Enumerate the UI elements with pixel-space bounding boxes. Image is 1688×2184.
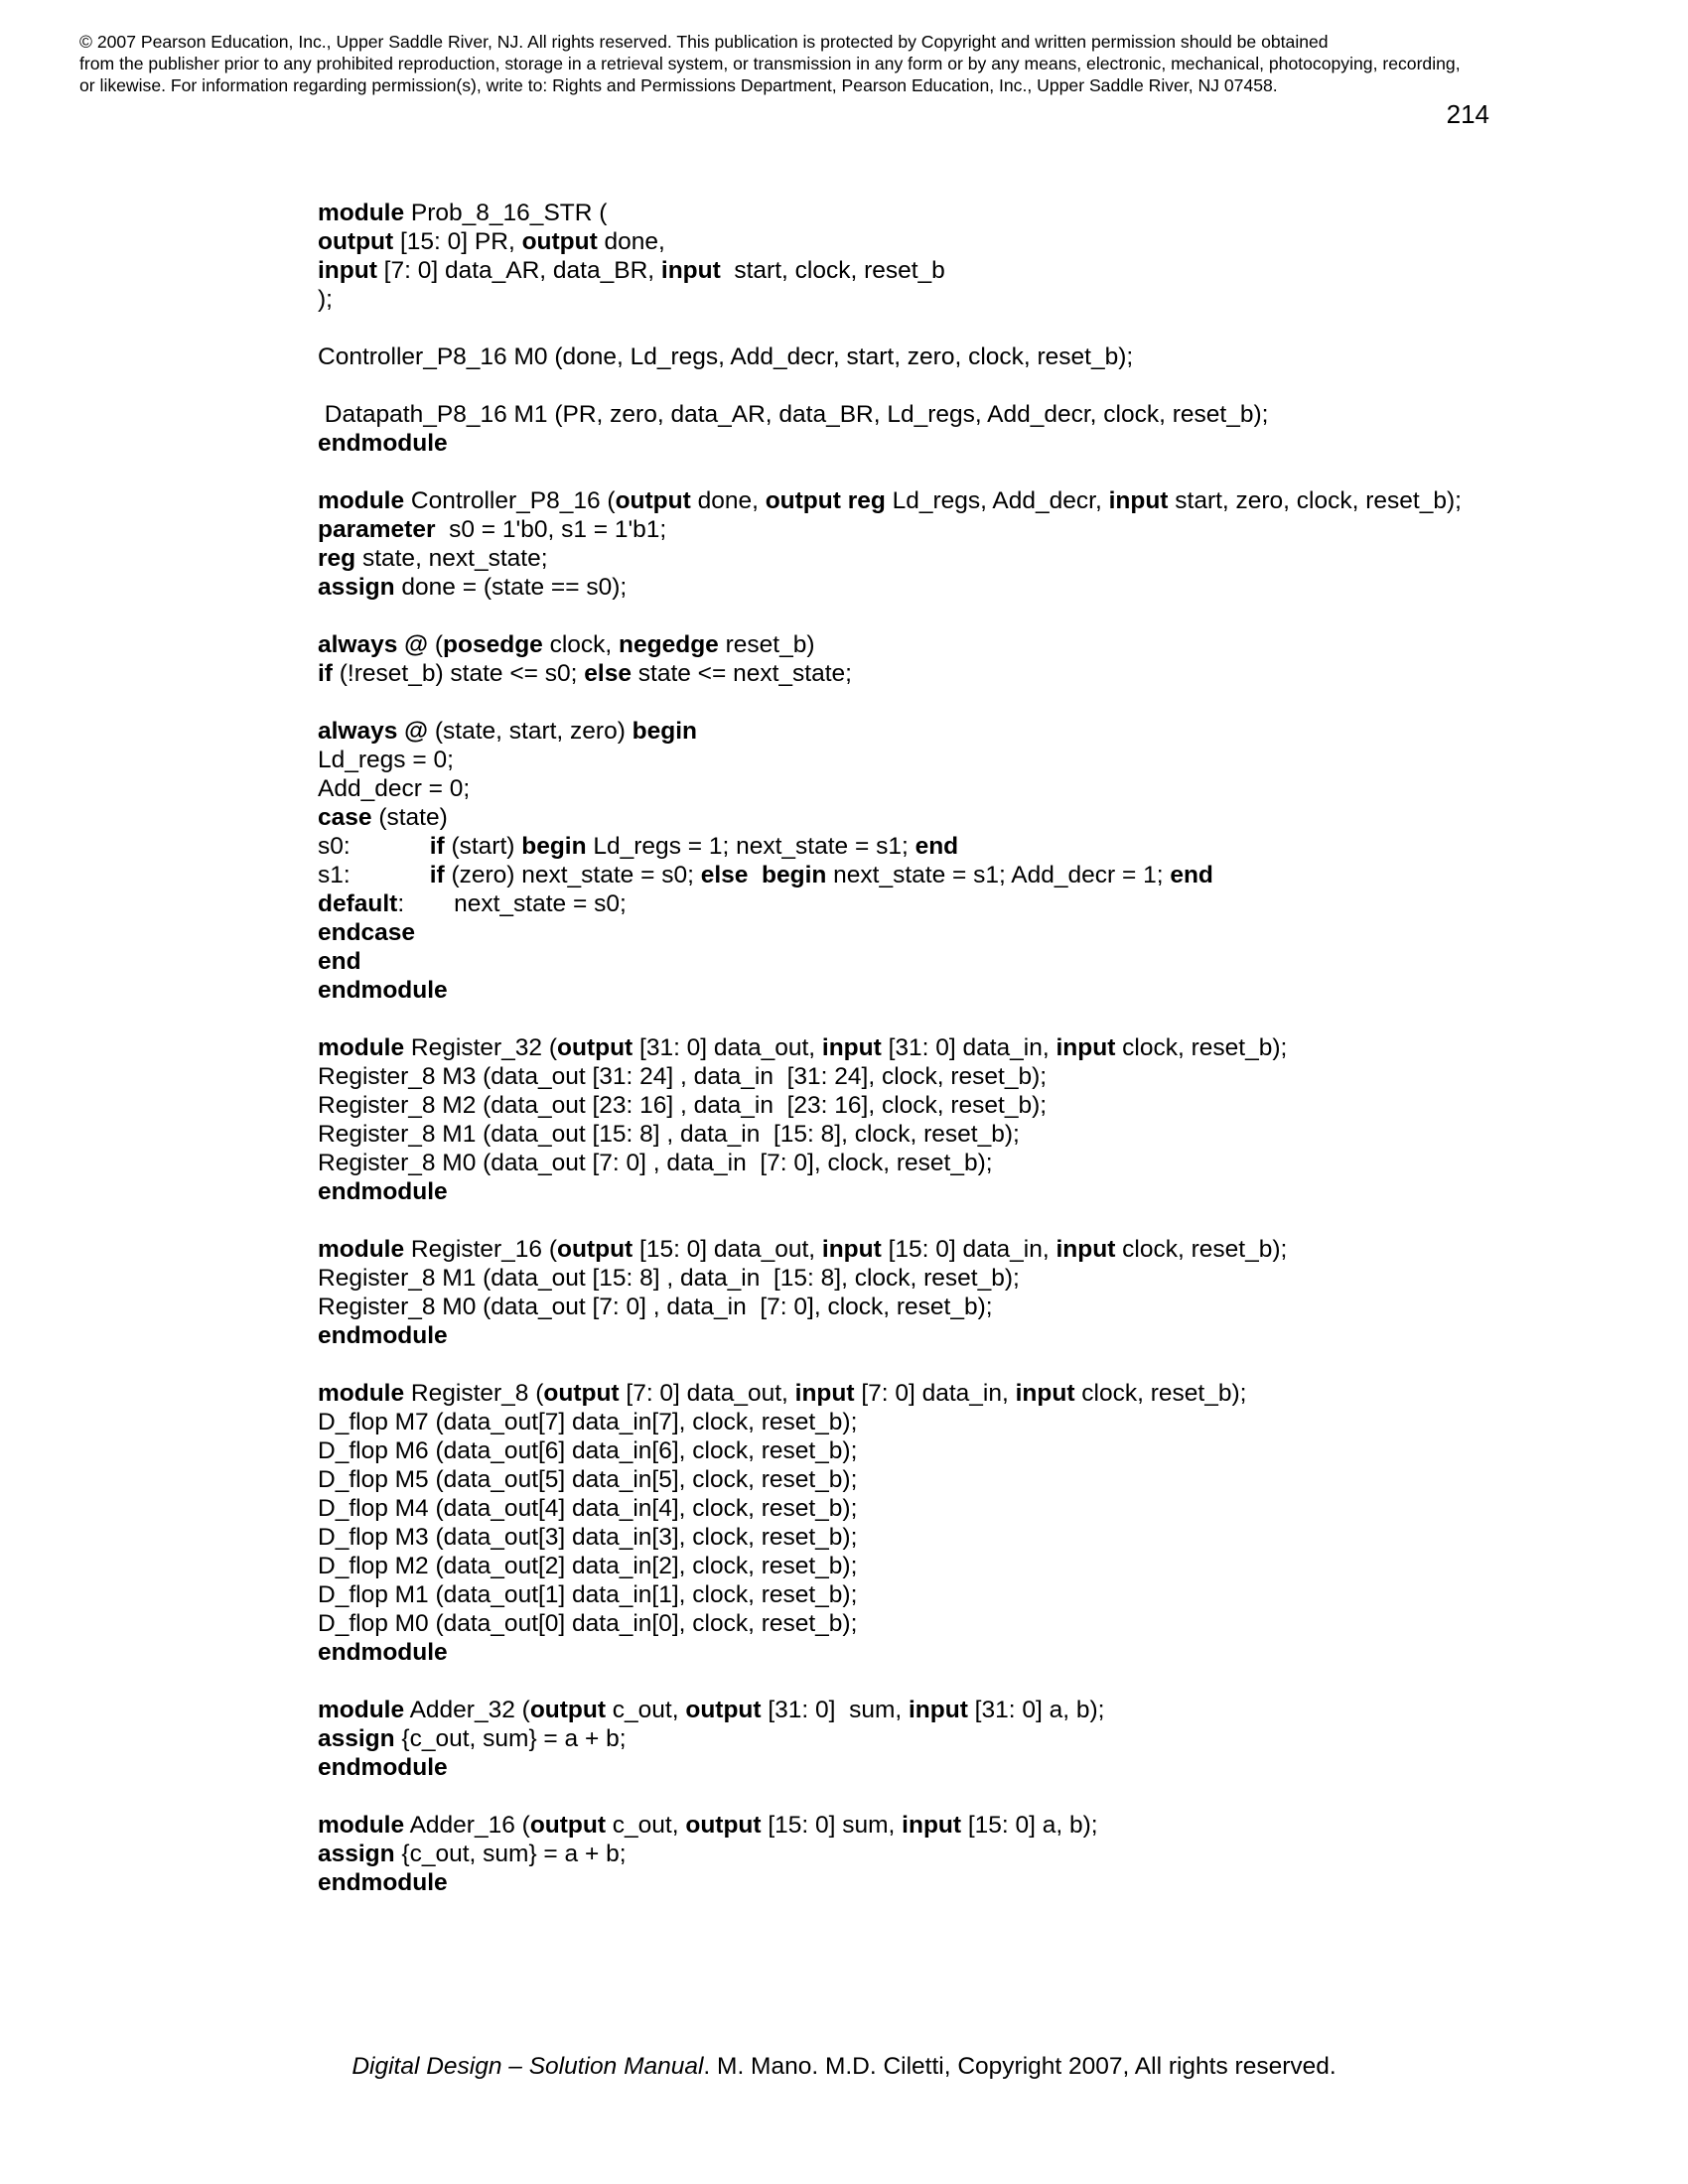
code-keyword: if (429, 833, 445, 860)
code-keyword: if (318, 660, 333, 687)
code-text: Controller_P8_16 ( (404, 487, 616, 514)
code-line (318, 486, 1648, 515)
code-text: c_out, (606, 1812, 686, 1839)
code-keyword: input (821, 1236, 882, 1263)
code-text: D_flop M7 (data_out[7] data_in[7], clock, reset_b); (318, 1409, 858, 1435)
code-keyword: module (318, 1380, 405, 1407)
code-keyword: always @ (318, 718, 429, 745)
code-line (318, 1033, 1648, 1062)
code-line (318, 256, 1648, 285)
code-text: start, zero, clock, reset_b); (1168, 487, 1462, 514)
code-keyword: output reg (765, 487, 886, 514)
code-line (318, 947, 1648, 976)
code-keyword: begin (762, 862, 827, 888)
code-keyword: reg (318, 545, 356, 572)
code-keyword: assign (318, 1725, 395, 1752)
code-text: clock, reset_b); (1074, 1380, 1247, 1407)
code-line (318, 889, 1648, 918)
code-keyword: output (318, 228, 394, 255)
code-keyword: module (318, 1034, 405, 1061)
code-text: Add_decr = 0; (318, 775, 471, 802)
code-keyword: begin (632, 718, 698, 745)
code-line (318, 1206, 1648, 1235)
code-line (318, 1293, 1648, 1321)
code-text: Controller_P8_16 M0 (done, Ld_regs, Add_decr, start, zero, clock, reset_b); (318, 343, 1134, 370)
copyright-notice (79, 31, 1648, 96)
code-keyword: output (557, 1236, 633, 1263)
code-keyword: parameter (318, 516, 436, 543)
code-text: Adder_32 ( (404, 1697, 530, 1723)
code-line (318, 1350, 1648, 1379)
code-line (318, 227, 1648, 256)
code-text: [31: 0] a, b); (967, 1697, 1105, 1723)
code-line (318, 1379, 1648, 1408)
code-line (318, 1523, 1648, 1552)
code-keyword: assign (318, 1841, 395, 1867)
code-line (318, 1494, 1648, 1523)
code-keyword: endmodule (318, 977, 448, 1004)
code-keyword: endmodule (318, 1754, 448, 1781)
code-text: start, clock, reset_b (720, 257, 945, 284)
code-text: next_state = s0; (454, 890, 627, 917)
code-keyword: output (615, 487, 691, 514)
code-text: done, (690, 487, 766, 514)
code-line (318, 1408, 1648, 1436)
code-line (318, 371, 1648, 400)
code-line (318, 659, 1648, 688)
code-keyword: endmodule (318, 430, 448, 457)
code-line (318, 429, 1648, 458)
footer-credits: . M. Mano. M.D. Ciletti, Copyright 2007, All rights reserved. (703, 2053, 1336, 2080)
copyright-line: from the publisher prior to any prohibited reproduction, storage in a retrieval system, or transmission in any form or by any means, electronic, mechanical, photocopying, recording, (79, 54, 1461, 73)
code-keyword: input (908, 1697, 968, 1723)
code-text: : (397, 890, 405, 917)
code-text: c_out, (606, 1697, 686, 1723)
code-keyword: output (529, 1697, 606, 1723)
code-line (318, 1062, 1648, 1091)
code-line (318, 1005, 1648, 1033)
code-text: Register_8 M2 (data_out [23: 16] , data_in [23: 16], clock, reset_b); (318, 1092, 1048, 1119)
code-text: state, next_state; (355, 545, 548, 572)
code-line (318, 1609, 1648, 1638)
code-text: done, (597, 228, 665, 255)
code-keyword: endcase (318, 919, 416, 946)
code-text: [31: 0] data_in, (881, 1034, 1056, 1061)
code-keyword: end (1170, 862, 1213, 888)
code-text: Register_8 M3 (data_out [31: 24] , data_in [31: 24], clock, reset_b); (318, 1063, 1048, 1090)
code-text: Ld_regs = 0; (318, 747, 454, 773)
code-text: (state, start, zero) (428, 718, 633, 745)
code-keyword: output (557, 1034, 633, 1061)
code-keyword: input (318, 257, 377, 284)
code-keyword: input (794, 1380, 855, 1407)
code-line (318, 1149, 1648, 1177)
code-keyword: end (914, 833, 959, 860)
code-text: [31: 0] data_out, (633, 1034, 822, 1061)
code-text: Register_8 M0 (data_out [7: 0] , data_in [7: 0], clock, reset_b); (318, 1150, 993, 1176)
code-line (318, 1724, 1648, 1753)
code-keyword: begin (521, 833, 587, 860)
code-text: clock, (542, 631, 620, 658)
code-text: [15: 0] data_in, (881, 1236, 1056, 1263)
code-line (318, 1696, 1648, 1724)
code-line (318, 573, 1648, 602)
code-line (318, 458, 1648, 486)
code-text: s0: (318, 833, 351, 860)
code-line (318, 746, 1648, 774)
code-line (318, 717, 1648, 746)
code-text: D_flop M5 (data_out[5] data_in[5], clock, reset_b); (318, 1466, 858, 1493)
code-keyword: input (1055, 1034, 1116, 1061)
code-keyword: assign (318, 574, 395, 601)
code-line (318, 342, 1648, 371)
code-line (318, 1811, 1648, 1840)
code-text: [15: 0] data_out, (633, 1236, 822, 1263)
code-text: Adder_16 ( (404, 1812, 530, 1839)
code-text: [31: 0] sum, (761, 1697, 909, 1723)
code-text: Register_8 M1 (data_out [15: 8] , data_in [15: 8], clock, reset_b); (318, 1265, 1020, 1292)
code-text: Register_16 ( (404, 1236, 558, 1263)
code-line (318, 1436, 1648, 1465)
code-text: Register_8 M1 (data_out [15: 8] , data_in [15: 8], clock, reset_b); (318, 1121, 1020, 1148)
code-line (318, 1580, 1648, 1609)
code-line (318, 544, 1648, 573)
code-line (318, 1840, 1648, 1868)
code-text: state <= next_state; (631, 660, 852, 687)
code-line (318, 1465, 1648, 1494)
code-line (318, 1264, 1648, 1293)
code-keyword: endmodule (318, 1178, 448, 1205)
code-text: clock, reset_b); (1115, 1034, 1288, 1061)
code-line (318, 630, 1648, 659)
code-line (318, 976, 1648, 1005)
code-keyword: output (529, 1812, 606, 1839)
code-text: D_flop M4 (data_out[4] data_in[4], clock, reset_b); (318, 1495, 858, 1522)
code-text: [15: 0] a, b); (961, 1812, 1098, 1839)
code-text: [15: 0] PR, (393, 228, 522, 255)
code-line (318, 1782, 1648, 1811)
code-keyword: always @ (318, 631, 429, 658)
code-keyword: output (543, 1380, 620, 1407)
code-text: Register_8 M0 (data_out [7: 0] , data_in [7: 0], clock, reset_b); (318, 1294, 993, 1320)
code-keyword: input (821, 1034, 882, 1061)
code-text: {c_out, sum} = a + b; (394, 1841, 627, 1867)
code-text: D_flop M0 (data_out[0] data_in[0], clock, reset_b); (318, 1610, 858, 1637)
code-text: [15: 0] sum, (761, 1812, 903, 1839)
code-text: s1: (318, 862, 351, 888)
copyright-line: or likewise. For information regarding permission(s), write to: Rights and Permissions Department, Pearson Education, Inc., Upper Saddle River, NJ 07458. (79, 75, 1278, 95)
code-line (318, 515, 1648, 544)
code-keyword: if (429, 862, 445, 888)
code-keyword: output (685, 1812, 762, 1839)
code-line (318, 1638, 1648, 1667)
code-text: ); (318, 286, 333, 313)
code-line (318, 1091, 1648, 1120)
code-keyword: else (700, 862, 749, 888)
code-text: Prob_8_16_STR ( (404, 200, 608, 226)
code-text: [7: 0] data_AR, data_BR, (376, 257, 661, 284)
code-keyword: input (902, 1812, 962, 1839)
code-keyword: posedge (443, 631, 543, 658)
code-keyword: module (318, 1697, 405, 1723)
code-text: ( (428, 631, 444, 658)
code-line (318, 861, 1648, 889)
code-text: s0 = 1'b0, s1 = 1'b1; (435, 516, 667, 543)
code-keyword: else (584, 660, 632, 687)
code-text (748, 862, 762, 888)
code-keyword: module (318, 1236, 405, 1263)
copyright-line: © 2007 Pearson Education, Inc., Upper Saddle River, NJ. All rights reserved. This publication is protected by Copyright and written permission should be obtained (79, 32, 1329, 52)
code-keyword: input (1015, 1380, 1075, 1407)
code-keyword: negedge (619, 631, 719, 658)
code-text: Register_8 ( (404, 1380, 544, 1407)
code-keyword: module (318, 1812, 405, 1839)
code-keyword: endmodule (318, 1322, 448, 1349)
code-keyword: endmodule (318, 1639, 448, 1666)
code-line (318, 602, 1648, 630)
code-text: Datapath_P8_16 M1 (PR, zero, data_AR, data_BR, Ld_regs, Add_decr, clock, reset_b); (318, 401, 1269, 428)
code-text: clock, reset_b); (1115, 1236, 1288, 1263)
code-keyword: end (318, 948, 361, 975)
verilog-code-listing (318, 199, 1648, 1897)
code-line (318, 285, 1648, 314)
code-line (318, 1667, 1648, 1696)
code-line (318, 803, 1648, 832)
code-line (318, 1868, 1648, 1897)
code-line (318, 1753, 1648, 1782)
code-line (318, 688, 1648, 717)
code-text: D_flop M1 (data_out[1] data_in[1], clock, reset_b); (318, 1581, 858, 1608)
code-text: [7: 0] data_in, (854, 1380, 1016, 1407)
code-text: Register_32 ( (404, 1034, 558, 1061)
code-text: Ld_regs = 1; next_state = s1; (586, 833, 915, 860)
code-text: next_state = s1; Add_decr = 1; (826, 862, 1171, 888)
code-keyword: input (1055, 1236, 1116, 1263)
footer-title: Digital Design – Solution Manual (352, 2053, 704, 2080)
code-text: D_flop M3 (data_out[3] data_in[3], clock, reset_b); (318, 1524, 858, 1551)
code-line (318, 400, 1648, 429)
code-text: done = (state == s0); (394, 574, 628, 601)
code-keyword: default (318, 890, 398, 917)
code-keyword: endmodule (318, 1869, 448, 1896)
code-text: D_flop M2 (data_out[2] data_in[2], clock, reset_b); (318, 1553, 858, 1579)
page-footer (0, 2052, 1688, 2082)
code-keyword: module (318, 200, 405, 226)
code-keyword: input (1108, 487, 1169, 514)
code-line (318, 918, 1648, 947)
code-keyword: module (318, 487, 405, 514)
code-keyword: output (521, 228, 598, 255)
code-text: {c_out, sum} = a + b; (394, 1725, 627, 1752)
code-text: reset_b) (718, 631, 815, 658)
code-keyword: case (318, 804, 372, 831)
page-number: 214 (1446, 99, 1489, 129)
code-line (318, 1552, 1648, 1580)
code-line (318, 199, 1648, 227)
code-text: [7: 0] data_out, (619, 1380, 795, 1407)
code-keyword: input (660, 257, 721, 284)
code-text: (!reset_b) state <= s0; (332, 660, 585, 687)
code-line (318, 1120, 1648, 1149)
code-text: (state) (371, 804, 448, 831)
code-line (318, 1177, 1648, 1206)
code-line (318, 1321, 1648, 1350)
code-text: (start) (444, 833, 522, 860)
code-keyword: output (685, 1697, 762, 1723)
code-line (318, 832, 1648, 861)
code-line (318, 314, 1648, 342)
code-line (318, 1235, 1648, 1264)
code-line (318, 774, 1648, 803)
code-text: Ld_regs, Add_decr, (885, 487, 1109, 514)
code-text: D_flop M6 (data_out[6] data_in[6], clock, reset_b); (318, 1437, 858, 1464)
code-text: (zero) next_state = s0; (444, 862, 701, 888)
